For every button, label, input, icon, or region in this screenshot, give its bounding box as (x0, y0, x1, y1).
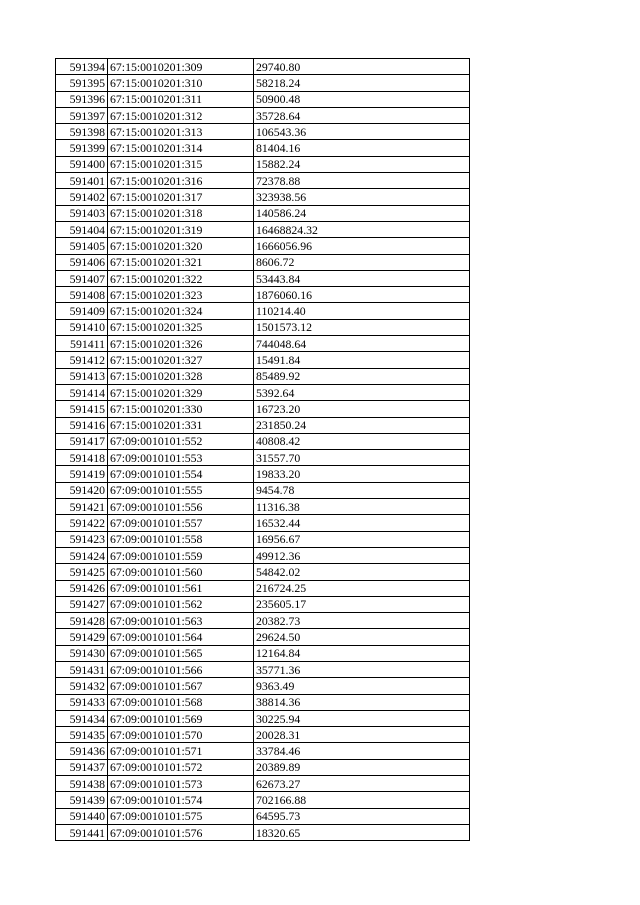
cadastral-number-cell: 67:15:0010201:309 (108, 59, 254, 75)
cadastral-number-cell: 67:15:0010201:323 (108, 287, 254, 303)
row-id-cell: 591416 (56, 417, 108, 433)
cadastral-number-cell: 67:09:0010101:567 (108, 678, 254, 694)
row-id-cell: 591409 (56, 303, 108, 319)
value-cell: 54842.02 (254, 564, 470, 580)
cadastral-number-cell: 67:15:0010201:315 (108, 156, 254, 172)
cadastral-number-cell: 67:09:0010101:562 (108, 596, 254, 612)
value-cell: 1876060.16 (254, 287, 470, 303)
cadastral-number-cell: 67:09:0010101:560 (108, 564, 254, 580)
value-cell: 29624.50 (254, 629, 470, 645)
value-cell: 16532.44 (254, 515, 470, 531)
table-row (56, 678, 470, 694)
value-cell: 30225.94 (254, 710, 470, 726)
value-cell: 85489.92 (254, 368, 470, 384)
value-cell: 20389.89 (254, 759, 470, 775)
cadastral-number-cell: 67:09:0010101:564 (108, 629, 254, 645)
cadastral-number-cell: 67:15:0010201:311 (108, 91, 254, 107)
row-id-cell: 591437 (56, 759, 108, 775)
cadastral-number-cell: 67:15:0010201:317 (108, 189, 254, 205)
value-cell: 16723.20 (254, 401, 470, 417)
cadastral-number-cell: 67:15:0010201:329 (108, 384, 254, 400)
value-cell: 38814.36 (254, 694, 470, 710)
cadastral-number-cell: 67:15:0010201:326 (108, 336, 254, 352)
row-id-cell: 591403 (56, 205, 108, 221)
cadastral-number-cell: 67:09:0010101:566 (108, 661, 254, 677)
row-id-cell: 591433 (56, 694, 108, 710)
cadastral-number-cell: 67:09:0010101:561 (108, 580, 254, 596)
value-cell: 81404.16 (254, 140, 470, 156)
value-cell: 31557.70 (254, 450, 470, 466)
row-id-cell: 591414 (56, 384, 108, 400)
row-id-cell: 591407 (56, 270, 108, 286)
cadastral-number-cell: 67:09:0010101:563 (108, 613, 254, 629)
cadastral-number-cell: 67:15:0010201:327 (108, 352, 254, 368)
cadastral-number-cell: 67:09:0010101:552 (108, 433, 254, 449)
value-cell: 15491.84 (254, 352, 470, 368)
cadastral-number-cell: 67:09:0010101:573 (108, 776, 254, 792)
value-cell: 8606.72 (254, 254, 470, 270)
table-row (56, 824, 470, 840)
row-id-cell: 591440 (56, 808, 108, 824)
row-id-cell: 591394 (56, 59, 108, 75)
table-row (56, 499, 470, 515)
row-id-cell: 591431 (56, 661, 108, 677)
table-row (56, 710, 470, 726)
cadastral-number-cell: 67:09:0010101:553 (108, 450, 254, 466)
table-row (56, 808, 470, 824)
value-cell: 12164.84 (254, 645, 470, 661)
value-cell: 72378.88 (254, 173, 470, 189)
value-cell: 5392.64 (254, 384, 470, 400)
value-cell: 9363.49 (254, 678, 470, 694)
row-id-cell: 591406 (56, 254, 108, 270)
cadastral-number-cell: 67:09:0010101:572 (108, 759, 254, 775)
value-cell: 110214.40 (254, 303, 470, 319)
cadastral-number-cell: 67:09:0010101:556 (108, 499, 254, 515)
row-id-cell: 591422 (56, 515, 108, 531)
row-id-cell: 591420 (56, 482, 108, 498)
table-row (56, 384, 470, 400)
value-cell: 50900.48 (254, 91, 470, 107)
cadastral-number-cell: 67:15:0010201:328 (108, 368, 254, 384)
table-row (56, 254, 470, 270)
row-id-cell: 591411 (56, 336, 108, 352)
row-id-cell: 591435 (56, 727, 108, 743)
table-row (56, 547, 470, 563)
table-row (56, 792, 470, 808)
row-id-cell: 591423 (56, 531, 108, 547)
table-row (56, 759, 470, 775)
value-cell: 702166.88 (254, 792, 470, 808)
row-id-cell: 591430 (56, 645, 108, 661)
cadastral-number-cell: 67:15:0010201:324 (108, 303, 254, 319)
cadastral-number-cell: 67:09:0010101:558 (108, 531, 254, 547)
table-row (56, 564, 470, 580)
value-cell: 19833.20 (254, 466, 470, 482)
cadastral-number-cell: 67:15:0010201:322 (108, 270, 254, 286)
value-cell: 15882.24 (254, 156, 470, 172)
row-id-cell: 591425 (56, 564, 108, 580)
table-body (56, 59, 470, 841)
row-id-cell: 591400 (56, 156, 108, 172)
value-cell: 33784.46 (254, 743, 470, 759)
table-row (56, 466, 470, 482)
table-row (56, 303, 470, 319)
table-row (56, 287, 470, 303)
value-cell: 29740.80 (254, 59, 470, 75)
cadastral-number-cell: 67:09:0010101:555 (108, 482, 254, 498)
table-row (56, 776, 470, 792)
row-id-cell: 591436 (56, 743, 108, 759)
value-cell: 62673.27 (254, 776, 470, 792)
cadastral-number-cell: 67:15:0010201:310 (108, 75, 254, 91)
cadastral-number-cell: 67:09:0010101:565 (108, 645, 254, 661)
value-cell: 53443.84 (254, 270, 470, 286)
cadastral-number-cell: 67:09:0010101:568 (108, 694, 254, 710)
row-id-cell: 591434 (56, 710, 108, 726)
table-row (56, 482, 470, 498)
row-id-cell: 591421 (56, 499, 108, 515)
table-row (56, 368, 470, 384)
cadastral-number-cell: 67:15:0010201:319 (108, 221, 254, 237)
table-row (56, 221, 470, 237)
value-cell: 231850.24 (254, 417, 470, 433)
table-row (56, 743, 470, 759)
table-row (56, 450, 470, 466)
row-id-cell: 591401 (56, 173, 108, 189)
cadastral-number-cell: 67:09:0010101:576 (108, 824, 254, 840)
table-row (56, 613, 470, 629)
cadastral-number-cell: 67:15:0010201:321 (108, 254, 254, 270)
table-row (56, 727, 470, 743)
table-row (56, 205, 470, 221)
table-row (56, 173, 470, 189)
value-cell: 20028.31 (254, 727, 470, 743)
cadastral-number-cell: 67:09:0010101:554 (108, 466, 254, 482)
table-row (56, 661, 470, 677)
row-id-cell: 591438 (56, 776, 108, 792)
value-cell: 20382.73 (254, 613, 470, 629)
table-row (56, 352, 470, 368)
row-id-cell: 591408 (56, 287, 108, 303)
cadastral-number-cell: 67:15:0010201:314 (108, 140, 254, 156)
data-table (55, 58, 470, 841)
row-id-cell: 591413 (56, 368, 108, 384)
value-cell: 9454.78 (254, 482, 470, 498)
table-row (56, 59, 470, 75)
cadastral-number-cell: 67:09:0010101:575 (108, 808, 254, 824)
cadastral-number-cell: 67:15:0010201:330 (108, 401, 254, 417)
cadastral-number-cell: 67:15:0010201:325 (108, 319, 254, 335)
table-row (56, 417, 470, 433)
value-cell: 1666056.96 (254, 238, 470, 254)
row-id-cell: 591424 (56, 547, 108, 563)
table-row (56, 238, 470, 254)
table-row (56, 580, 470, 596)
value-cell: 35771.36 (254, 661, 470, 677)
table-row (56, 319, 470, 335)
cadastral-number-cell: 67:15:0010201:320 (108, 238, 254, 254)
row-id-cell: 591418 (56, 450, 108, 466)
row-id-cell: 591399 (56, 140, 108, 156)
table-row (56, 401, 470, 417)
cadastral-number-cell: 67:09:0010101:569 (108, 710, 254, 726)
table-row (56, 75, 470, 91)
table-row (56, 124, 470, 140)
row-id-cell: 591426 (56, 580, 108, 596)
value-cell: 1501573.12 (254, 319, 470, 335)
row-id-cell: 591439 (56, 792, 108, 808)
table-row (56, 270, 470, 286)
row-id-cell: 591419 (56, 466, 108, 482)
row-id-cell: 591410 (56, 319, 108, 335)
value-cell: 744048.64 (254, 336, 470, 352)
table-row (56, 645, 470, 661)
row-id-cell: 591397 (56, 107, 108, 123)
value-cell: 106543.36 (254, 124, 470, 140)
value-cell: 35728.64 (254, 107, 470, 123)
value-cell: 58218.24 (254, 75, 470, 91)
table-row (56, 107, 470, 123)
row-id-cell: 591428 (56, 613, 108, 629)
value-cell: 49912.36 (254, 547, 470, 563)
value-cell: 140586.24 (254, 205, 470, 221)
value-cell: 216724.25 (254, 580, 470, 596)
table-row (56, 91, 470, 107)
value-cell: 235605.17 (254, 596, 470, 612)
row-id-cell: 591404 (56, 221, 108, 237)
value-cell: 18320.65 (254, 824, 470, 840)
value-cell: 40808.42 (254, 433, 470, 449)
row-id-cell: 591432 (56, 678, 108, 694)
table-row (56, 336, 470, 352)
table-row (56, 140, 470, 156)
value-cell: 11316.38 (254, 499, 470, 515)
cadastral-number-cell: 67:09:0010101:557 (108, 515, 254, 531)
row-id-cell: 591427 (56, 596, 108, 612)
value-cell: 16956.67 (254, 531, 470, 547)
table-row (56, 694, 470, 710)
value-cell: 64595.73 (254, 808, 470, 824)
table-row (56, 189, 470, 205)
row-id-cell: 591441 (56, 824, 108, 840)
cadastral-number-cell: 67:09:0010101:571 (108, 743, 254, 759)
row-id-cell: 591396 (56, 91, 108, 107)
cadastral-number-cell: 67:09:0010101:570 (108, 727, 254, 743)
cadastral-number-cell: 67:09:0010101:574 (108, 792, 254, 808)
row-id-cell: 591405 (56, 238, 108, 254)
row-id-cell: 591417 (56, 433, 108, 449)
row-id-cell: 591398 (56, 124, 108, 140)
cadastral-number-cell: 67:09:0010101:559 (108, 547, 254, 563)
table-row (56, 629, 470, 645)
table-row (56, 433, 470, 449)
value-cell: 323938.56 (254, 189, 470, 205)
table-row (56, 531, 470, 547)
row-id-cell: 591429 (56, 629, 108, 645)
cadastral-number-cell: 67:15:0010201:316 (108, 173, 254, 189)
row-id-cell: 591395 (56, 75, 108, 91)
cadastral-number-cell: 67:15:0010201:313 (108, 124, 254, 140)
table-row (56, 515, 470, 531)
row-id-cell: 591412 (56, 352, 108, 368)
cadastral-number-cell: 67:15:0010201:331 (108, 417, 254, 433)
cadastral-number-cell: 67:15:0010201:318 (108, 205, 254, 221)
table-row (56, 596, 470, 612)
value-cell: 16468824.32 (254, 221, 470, 237)
cadastral-number-cell: 67:15:0010201:312 (108, 107, 254, 123)
row-id-cell: 591402 (56, 189, 108, 205)
row-id-cell: 591415 (56, 401, 108, 417)
table-row (56, 156, 470, 172)
